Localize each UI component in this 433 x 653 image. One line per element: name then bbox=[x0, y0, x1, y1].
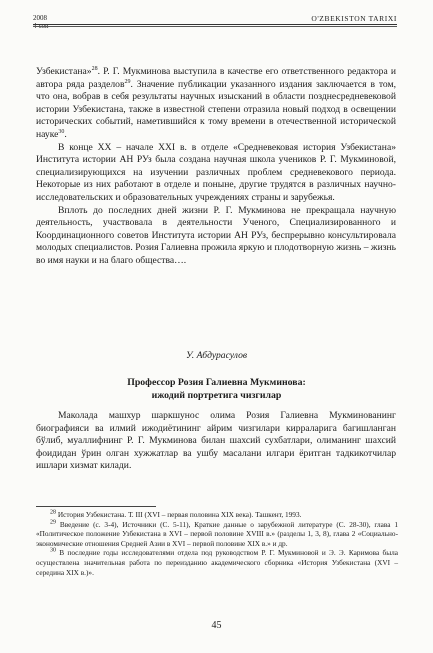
header-issue-info bbox=[33, 14, 49, 30]
article-author: У. Абдурасулов bbox=[185, 350, 248, 361]
main-text bbox=[36, 66, 396, 268]
paragraph-school: В конце XX – начале XXI в. в отделе «Средневековая история Узбекистана» Института истории АН РУз была создана научная школа учеников Р. Г. Мукминовой, специализирующихся на изучении различных проблем средневекового периода. Некоторые из них работают в отделе и поныне, другие трудятся в различных научно-исследовательских и образовательных учреждениях страны и зарубежья. bbox=[36, 141, 396, 203]
article-title-line1: Профессор Розия Галиевна Мукминова: bbox=[127, 377, 306, 388]
header-issue: 4-son bbox=[33, 22, 49, 30]
article-title bbox=[0, 377, 433, 402]
abstract-paragraph: Маколада машхур шаркшунос олима Розия Галиевна Мукминованинг биографияси ва илмий ижодиётининг айрим чизгилари кирраларига багишланган бўлиб, муаллифнинг Р. Г. Мукминова билан шахсий сухбатлари, олиманинг шахсий фоидидан ўрин олган хужжатлар ва ушбу масалани илгари ёритган тадкикотчилар ишлари хизмат килади. bbox=[36, 410, 396, 472]
paragraph-continuation: Узбекистана»$^{28}$. Р. Г. Мукминова выступила в качестве его ответственного редактора и автора ряда разделов$^{29}$. Значение публикации указанного издания заключается в том, что она, вобрав в себя результаты научных изысканий в области позднесредневековой истории Узбекистана, также в известной степени отразила новый подход в освещении исторических событий, наметившийся к тому времени в отечественной исторической науке$^{30}$. bbox=[36, 65, 396, 140]
footnotes bbox=[36, 510, 398, 577]
footnote-mark: 28 bbox=[50, 509, 56, 516]
footnote-29: $^{29}$ Введение (с. 3-4), Источники (С. 5-11), Краткие данные о зарубежной литературе (С. 28-30), глава 1 «Политическое положение Узбекистана в XVI – первой половине XVIII в.» (разделы 1, 3, 8), глава 2 «Социально-экономические отношения Средней Азии в XVI – первой половине XIX в.» и др. bbox=[36, 519, 398, 548]
footnote-30: $^{30}$ В последние годы исследователями отдела под руководством Р. Г. Мукминовой и Э. Э. Каримова была осуществлена значительная работа по переизданию академического сборника «История Узбекистана (XVI – середина XIX в.)». bbox=[36, 547, 399, 577]
header-journal-title: O'ZBEKISTON TARIXI bbox=[311, 14, 397, 23]
footnote-mark: 29 bbox=[50, 519, 56, 526]
header-divider bbox=[33, 24, 397, 25]
article-abstract bbox=[36, 410, 396, 473]
article-title-line2: ижодий портретига чизгилар bbox=[151, 389, 282, 401]
header-year: 2008 bbox=[33, 14, 47, 22]
header-divider-thin bbox=[33, 26, 397, 27]
paragraph-closing: Вплоть до последних дней жизни Р. Г. Мукминова не прекращала научную деятельность, участвовала в деятельности Ученого, Специализированного и Координационного советов Института истории АН РУз, беспрерывно консультировала молодых специалистов. Розия Галиевна прожила яркую и плодотворную жизнь – жизнь во имя науки и на благо общества…. bbox=[36, 204, 396, 266]
footnote-ref-28: 28 bbox=[91, 65, 98, 72]
footnote-divider bbox=[36, 506, 156, 507]
footnote-ref-29: 29 bbox=[124, 78, 131, 85]
footnote-ref-30: 30 bbox=[58, 128, 65, 135]
footnote-mark: 30 bbox=[50, 547, 56, 554]
page-number: 45 bbox=[211, 620, 222, 631]
footnote-28: $^{28}$ История Узбекистана. Т. III (XVI – первая половина XIX века). Ташкент, 1993. bbox=[50, 509, 302, 519]
